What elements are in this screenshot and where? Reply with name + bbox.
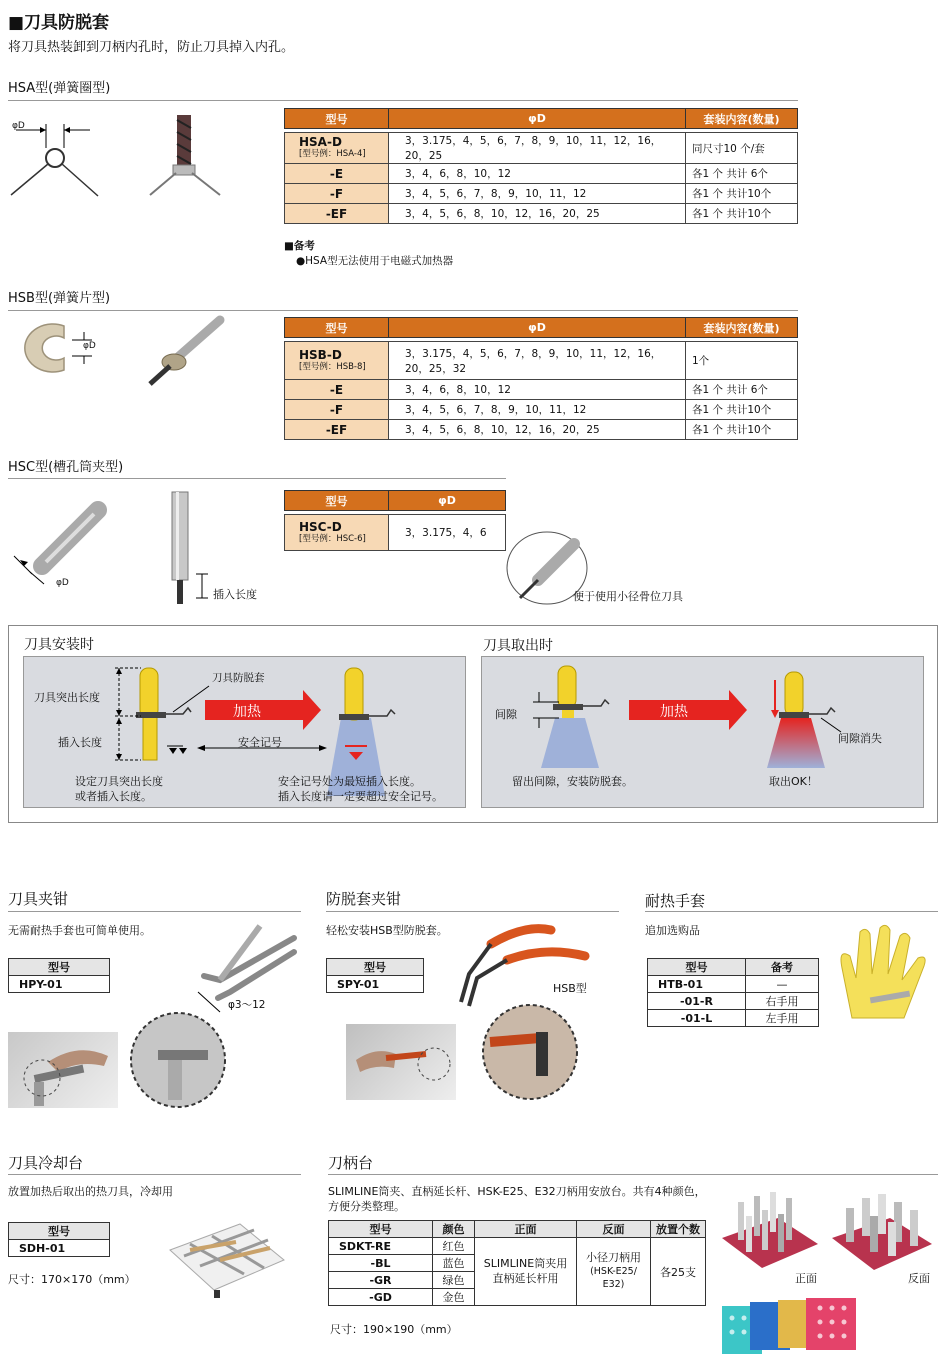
pliers-model: HPY-01 xyxy=(9,976,110,993)
stand-color-1: 蓝色 xyxy=(433,1255,475,1272)
hsc-heading: HSC型(槽孔筒夹型) xyxy=(8,460,124,475)
stand-model-2: -GR xyxy=(329,1272,433,1289)
cooling-model: SDH-01 xyxy=(9,1240,110,1257)
hsb-model-2: -F xyxy=(285,400,389,420)
sleeve-pliers-tag: HSB型 xyxy=(553,982,587,995)
gloves-desc: 追加选购品 xyxy=(645,924,700,937)
table-row xyxy=(648,1010,819,1027)
install-heat-label: 加热 xyxy=(233,704,261,720)
stand-size: 尺寸：190×190（mm） xyxy=(330,1323,458,1336)
hsa-note-title: ■备考 xyxy=(284,240,315,252)
stand-model-0: SDKT-RE xyxy=(329,1238,433,1255)
hsa-model-0: HSA-D xyxy=(299,135,342,150)
stand-color-0: 红色 xyxy=(433,1238,475,1255)
cooling-rule xyxy=(8,1174,301,1175)
install-title: 刀具安装时 xyxy=(24,637,94,653)
hsc-dim-label: φD xyxy=(56,578,69,588)
hsb-qty-1: 各1 个 共计 6个 xyxy=(686,380,798,400)
pliers-zoom-photo xyxy=(128,1010,228,1110)
install-insert-label: 插入长度 xyxy=(58,736,102,749)
cooling-desc: 放置加热后取出的热刀具，冷却用 xyxy=(8,1185,173,1198)
table-row xyxy=(285,342,798,380)
hsc-collet-diagram xyxy=(10,500,110,590)
hsa-rule xyxy=(8,100,798,101)
hsa-note: ●HSA型无法使用于电磁式加热器 xyxy=(296,255,454,267)
hsb-d-2: 3，4，5，6，7，8，9，10，11，12 xyxy=(389,400,686,420)
hsa-heading: HSA型(弹簧圈型) xyxy=(8,81,111,96)
hsc-insert-diagram xyxy=(166,488,216,608)
hsa-col-qty: 套装内容(数量) xyxy=(686,109,798,129)
pliers-rule xyxy=(8,911,301,912)
stand-col-count: 放置个数 xyxy=(651,1221,706,1238)
gloves-rule xyxy=(645,911,938,912)
table-row xyxy=(648,993,819,1010)
stand-rule xyxy=(328,1174,938,1175)
hsb-heading: HSB型(弹簧片型) xyxy=(8,291,111,306)
hsb-dim-label: φD xyxy=(83,341,96,351)
hsa-dim-label: φD xyxy=(12,121,25,131)
stand-color-3: 金色 xyxy=(433,1289,475,1306)
hsc-rule xyxy=(8,478,506,479)
hsb-qty-2: 各1 个 共计10个 xyxy=(686,400,798,420)
hsb-model-0: HSB-D xyxy=(299,347,342,362)
hsb-model-example: [型号例：HSB-8] xyxy=(299,361,366,372)
stand-front-photo xyxy=(718,1188,822,1278)
hsb-model-3: -EF xyxy=(285,420,389,440)
pliers-desc: 无需耐热手套也可简单使用。 xyxy=(8,924,151,937)
hsa-model-1: -E xyxy=(285,164,389,184)
install-protrude-label: 刀具突出长度 xyxy=(34,691,100,704)
install-caption-2b: 插入长度请一定要超过安全记号。 xyxy=(278,790,443,803)
stand-count: 各25支 xyxy=(651,1238,706,1306)
remove-heat-label: 加热 xyxy=(660,704,688,720)
stand-color-2: 绿色 xyxy=(433,1272,475,1289)
pliers-th: 型号 xyxy=(9,959,110,976)
hsb-qty-3: 各1 个 共计10个 xyxy=(686,420,798,440)
gloves-model-1: -01-R xyxy=(648,993,746,1010)
table-row xyxy=(285,164,798,184)
stand-col-front: 正面 xyxy=(475,1221,577,1238)
cooling-stand-photo xyxy=(160,1210,290,1305)
hsc-col-model: 型号 xyxy=(285,491,389,511)
stand-back-1: 小径刀柄用 xyxy=(586,1251,641,1265)
page-description: 将刀具热装卸到刀柄内孔时，防止刀具掉入内孔。 xyxy=(8,40,295,55)
hsa-d-2: 3，4，5，6，7，8，9，10，11，12 xyxy=(389,184,686,204)
hsa-model-example: [型号例：HSA-4] xyxy=(299,149,366,160)
stand-col-back: 反面 xyxy=(577,1221,651,1238)
hsb-col-qty: 套装内容(数量) xyxy=(686,318,798,338)
hsc-model-example: [型号例：HSC-6] xyxy=(299,533,366,544)
hsb-model-1: -E xyxy=(285,380,389,400)
stand-col-model: 型号 xyxy=(329,1221,433,1238)
hsa-col-model: 型号 xyxy=(285,109,389,129)
hsb-rule xyxy=(8,310,798,311)
remove-caption-2: 取出OK！ xyxy=(769,775,818,788)
gloves-note-2: 左手用 xyxy=(746,1010,819,1027)
hsa-d-1: 3，4，6，8，10，12 xyxy=(389,164,686,184)
gloves-col-note: 备考 xyxy=(746,959,819,976)
hsa-qty-2: 各1 个 共计10个 xyxy=(686,184,798,204)
sleeve-pliers-photo xyxy=(455,916,595,1011)
hsb-spec-table xyxy=(284,317,798,440)
hsc-callout-text: 便于使用小径骨位刀具 xyxy=(573,590,683,603)
table-row xyxy=(285,515,506,551)
hsc-spec-table xyxy=(284,490,506,551)
hsa-qty-3: 各1 个 共计10个 xyxy=(686,204,798,224)
table-row xyxy=(285,420,798,440)
table-row xyxy=(285,380,798,400)
remove-gap-gone-label: 间隙消失 xyxy=(838,732,882,745)
sleeve-pliers-desc: 轻松安装HSB型防脱套。 xyxy=(326,924,448,937)
cooling-size: 尺寸：170×170（mm） xyxy=(8,1273,136,1286)
hsb-col-d: φD xyxy=(389,318,686,338)
table-row xyxy=(285,400,798,420)
table-row xyxy=(285,133,798,164)
gloves-title: 耐热手套 xyxy=(645,892,706,910)
hsa-model-3: -EF xyxy=(285,204,389,224)
stand-photo-front-label: 正面 xyxy=(795,1272,817,1285)
pliers-hand-icon xyxy=(8,1032,118,1108)
hsa-qty-0: 同尺寸10 个/套 xyxy=(686,133,798,164)
sleeve-pliers-zoom-photo xyxy=(480,1002,580,1102)
hsc-d: 3，3.175，4，6 xyxy=(389,515,506,551)
hsa-model-2: -F xyxy=(285,184,389,204)
stand-col-color: 颜色 xyxy=(433,1221,475,1238)
hsc-insert-label: 插入长度 xyxy=(213,588,257,601)
stand-desc-1: SLIMLINE筒夹、直柄延长杆、HSK-E25、E32刀柄用安放台。共有4种颜色， xyxy=(328,1185,706,1198)
page-title: ■刀具防脱套 xyxy=(8,13,110,33)
hsc-col-d: φD xyxy=(389,491,506,511)
install-sleeve-label: 刀具防脱套 xyxy=(212,672,265,684)
sleeve-pliers-title: 防脱套夹钳 xyxy=(326,890,402,908)
sleeve-pliers-table xyxy=(326,958,424,993)
stand-model-3: -GD xyxy=(329,1289,433,1306)
table-row xyxy=(285,184,798,204)
gloves-photo xyxy=(830,918,936,1028)
hsb-d-3: 3，4，5，6，8，10，12，16，20，25 xyxy=(389,420,686,440)
table-row xyxy=(648,976,819,993)
table-row xyxy=(329,1238,706,1255)
gloves-col-model: 型号 xyxy=(648,959,746,976)
hsa-endmill-photo xyxy=(140,110,230,205)
stand-front-1: SLIMLINE筒夹用 xyxy=(483,1256,568,1270)
pliers-table xyxy=(8,958,110,993)
install-caption-1b: 或者插入长度。 xyxy=(75,790,152,803)
cooling-table xyxy=(8,1222,110,1257)
gloves-note-1: 右手用 xyxy=(746,993,819,1010)
install-caption-1a: 设定刀具突出长度 xyxy=(75,775,163,788)
pliers-title: 刀具夹钳 xyxy=(8,890,69,908)
gloves-table xyxy=(647,958,819,1027)
hsa-d-0: 3，3.175，4，5，6，7，8，9，10，11，12，16，20，25 xyxy=(389,133,686,164)
stand-photo-back-label: 反面 xyxy=(908,1272,930,1285)
hsb-tool-photo xyxy=(140,312,230,392)
hsb-qty-0: 1个 xyxy=(686,342,798,380)
remove-caption-1: 留出间隙，安装防脱套。 xyxy=(512,775,633,788)
stand-desc-2: 方便分类整理。 xyxy=(328,1200,405,1213)
sleeve-pliers-rule xyxy=(326,911,619,912)
gloves-model-2: -01-L xyxy=(648,1010,746,1027)
hsa-col-d: φD xyxy=(389,109,686,129)
hsb-d-1: 3，4，6，8，10，12 xyxy=(389,380,686,400)
stand-back-photo xyxy=(828,1188,938,1278)
sleeve-pliers-th: 型号 xyxy=(327,959,424,976)
gloves-note-0: — xyxy=(746,976,819,993)
hsb-col-model: 型号 xyxy=(285,318,389,338)
stand-front-2: 直柄延长杆用 xyxy=(492,1271,559,1285)
pliers-dim: φ3～12 xyxy=(228,999,266,1011)
stand-color-variants-photo xyxy=(720,1296,860,1356)
hsa-spec-table xyxy=(284,108,798,224)
hsb-d-0: 3，3.175，4，5，6，7，8，9，10，11，12，16，20，25，32 xyxy=(389,342,686,380)
install-safety-label: 安全记号 xyxy=(238,736,282,749)
stand-back-2: (HSK-E25/ E32) xyxy=(590,1266,637,1290)
stand-title: 刀柄台 xyxy=(328,1154,374,1172)
stand-model-1: -BL xyxy=(329,1255,433,1272)
hsa-d-3: 3，4，5，6，8，10，12，16，20，25 xyxy=(389,204,686,224)
hsa-qty-1: 各1 个 共计 6个 xyxy=(686,164,798,184)
sleeve-pliers-hand-icon xyxy=(346,1024,456,1100)
cooling-th: 型号 xyxy=(9,1223,110,1240)
cooling-title: 刀具冷却台 xyxy=(8,1154,84,1172)
install-caption-2a: 安全记号处为最短插入长度。 xyxy=(278,775,421,788)
table-row xyxy=(285,204,798,224)
remove-gap-label: 间隙 xyxy=(495,708,517,721)
remove-title: 刀具取出时 xyxy=(483,638,553,654)
hsc-model: HSC-D xyxy=(299,519,342,534)
gloves-model-0: HTB-01 xyxy=(648,976,746,993)
sleeve-pliers-model: SPY-01 xyxy=(327,976,424,993)
stand-table xyxy=(328,1220,706,1306)
